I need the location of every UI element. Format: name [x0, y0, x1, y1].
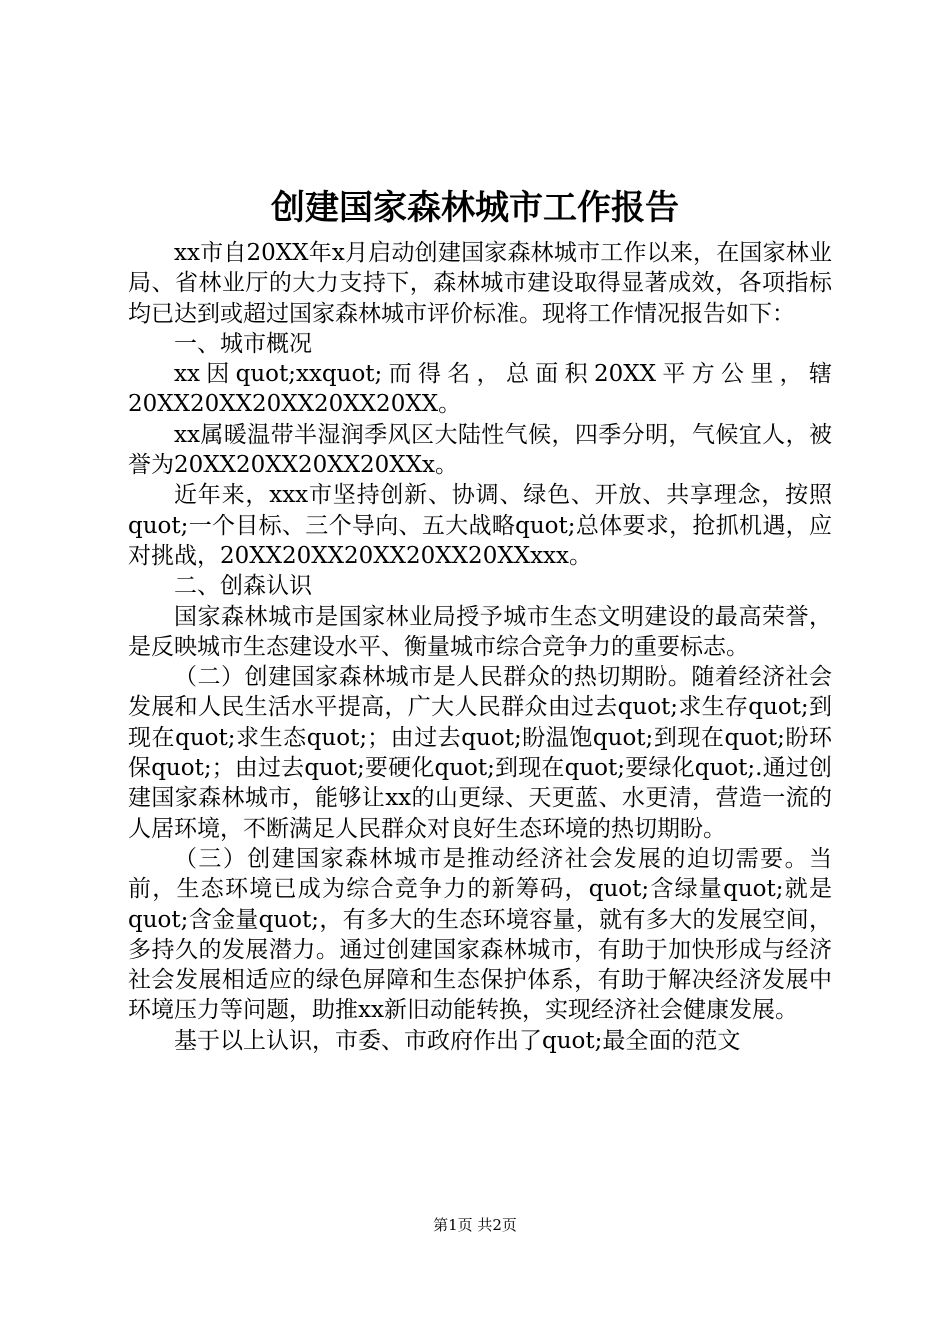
paragraph: xx属暖温带半湿润季风区大陆性气候，四季分明，气候宜人，被誉为20XX20XX20XX20XXx。 [128, 421, 832, 479]
page-footer: 第1页 共2页 [433, 1216, 517, 1234]
paragraph-intro: xx市自20XX年x月启动创建国家森林城市工作以来，在国家林业局、省林业厅的大力支持下，森林城市建设取得显著成效，各项指标均已达到或超过国家森林城市评价标准。现将工作情况报告如下： [128, 240, 832, 327]
document-title: 创建国家森林城市工作报告 [271, 188, 679, 228]
document-body [128, 238, 832, 1056]
section-heading-city-overview: 一、城市概况 [174, 330, 312, 357]
paragraph: xx因quot;xxquot;而得名，总面积20XX平方公里，辖20XX20XX20XX20XX20XX。 [128, 361, 832, 418]
paragraph: 国家森林城市是国家林业局授予城市生态文明建设的最高荣誉，是反映城市生态建设水平、衡量城市综合竞争力的重要标志。 [128, 603, 832, 660]
section-heading-forest-city-recognition: 二、创森认识 [174, 573, 312, 600]
paragraph: 近年来，xxx市坚持创新、协调、绿色、开放、共享理念，按照quot;一个目标、三个导向、五大战略quot;总体要求，抢抓机遇，应对挑战，20XX20XX20XX20XX20XXxxx。 [128, 482, 832, 569]
paragraph: 基于以上认识，市委、市政府作出了quot;最全面的范文 [174, 1027, 741, 1054]
paragraph: （二）创建国家森林城市是人民群众的热切期盼。随着经济社会发展和人民生活水平提高，广大人民群众由过去quot;求生存quot;到现在quot;求生态quot;；由过去quot;盼温饱quot;到现在quot;盼环保quot;；由过去quot;要硬化quot;到现在quot;要绿化quot;.通过创建国家森林城市，能够让xx的山更绿、天更蓝、水更清，营造一流的人居环境，不断满足人民群众对良好生态环境的热切期盼。 [128, 664, 832, 842]
paragraph: （三）创建国家森林城市是推动经济社会发展的迫切需要。当前，生态环境已成为综合竞争力的新筹码，quot;含绿量quot;就是quot;含金量quot;，有多大的生态环境容量，就有多大的发展空间，多持久的发展潜力。通过创建国家森林城市，有助于加快形成与经济社会发展相适应的绿色屏障和生态保护体系，有助于解决经济发展中环境压力等问题，助推xx新旧动能转换，实现经济社会健康发展。 [128, 845, 832, 1024]
